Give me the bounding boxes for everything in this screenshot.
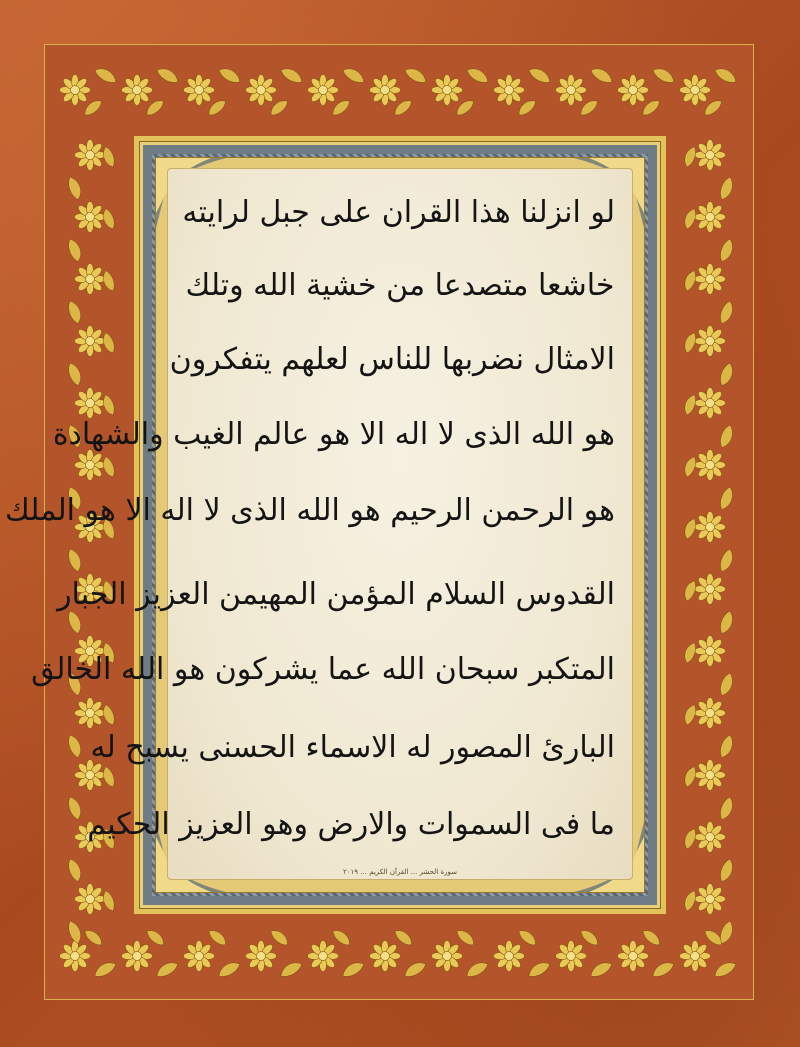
calligraphy-line-2: خاشعا متصدعا من خشية الله وتلك	[185, 268, 615, 303]
calligraphy-line-3: الامثال نضربها للناس لعلهم يتفكرون	[169, 342, 615, 377]
calligraphy-line-8: البارئ المصور له الاسماء الحسنى يسبح له	[90, 730, 615, 765]
calligraphy-line-6: القدوس السلام المؤمن المهيمن العزيز الجبار	[57, 577, 615, 612]
calligraphy-line-5: هو الرحمن الرحيم هو الله الذى لا اله الا هو الملك	[4, 493, 615, 528]
calligraphy-line-1: لو انزلنا هذا القران على جبل لرايته	[182, 195, 615, 230]
calligraphy-line-7: المتكبر سبحان الله عما يشركون هو الله الخالق	[31, 652, 615, 687]
calligraphy-line-4: هو الله الذى لا اله الا هو عالم الغيب والشهادة	[52, 417, 615, 452]
calligraphy-line-9: ما فى السموات والارض وهو العزيز الحكيم	[87, 807, 615, 842]
colophon-signature: سورة الحشر ... القرآن الكريم ... ٢٠١٩	[343, 868, 457, 876]
